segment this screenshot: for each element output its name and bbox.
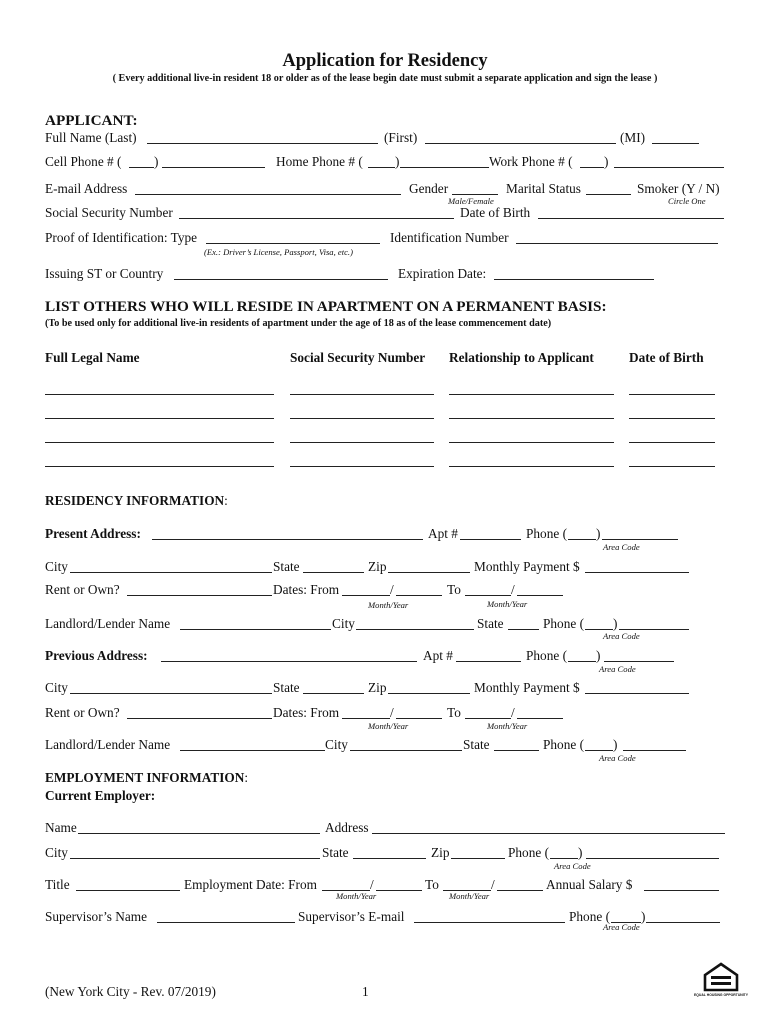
previous-landlord-state-field[interactable]	[494, 750, 539, 751]
eho-logo-text: EQUAL HOUSING OPPORTUNITY	[693, 993, 749, 997]
previous-to-label: To	[447, 705, 461, 720]
present-city-field[interactable]	[70, 572, 272, 573]
id-number-label: Identification Number	[390, 230, 509, 245]
previous-to-hint: Month/Year	[487, 721, 528, 731]
work-area-code-field[interactable]	[580, 167, 604, 168]
employment-to-year-field[interactable]	[497, 890, 543, 891]
employment-to-slash: /	[491, 877, 495, 892]
present-dates-from-label: Dates: From	[273, 582, 340, 597]
previous-from-month-field[interactable]	[342, 718, 390, 719]
page-title: Application for Residency	[282, 51, 488, 71]
present-rent-own-field[interactable]	[127, 595, 272, 596]
present-area-code-hint: Area Code	[603, 542, 640, 552]
smoker-label: Smoker (Y / N)	[637, 181, 720, 196]
present-landlord-label: Landlord/Lender Name	[45, 616, 171, 631]
previous-phone-label: Phone (	[526, 648, 567, 663]
page-number: 1	[362, 984, 369, 999]
marital-status-field[interactable]	[586, 194, 631, 195]
previous-landlord-phone-label: Phone (	[543, 737, 584, 752]
employer-address-field[interactable]	[372, 833, 725, 834]
resident-2-name-field[interactable]	[45, 418, 274, 419]
issuing-label: Issuing ST or Country	[45, 266, 164, 281]
previous-apt-label: Apt #	[423, 648, 453, 663]
resident-2-dob-field[interactable]	[629, 418, 715, 419]
full-name-last-label: Full Name (Last)	[45, 130, 137, 145]
first-name-field[interactable]	[425, 143, 616, 144]
present-landlord-close-paren: )	[613, 616, 618, 631]
resident-4-name-field[interactable]	[45, 466, 274, 467]
employer-zip-label: Zip	[431, 845, 450, 860]
last-name-field[interactable]	[147, 143, 378, 144]
present-to-hint: Month/Year	[487, 599, 528, 609]
employment-date-label: Employment Date: From	[184, 877, 317, 892]
present-zip-field[interactable]	[388, 572, 470, 573]
employer-area-code-field[interactable]	[550, 858, 578, 859]
previous-landlord-label: Landlord/Lender Name	[45, 737, 171, 752]
col-relationship: Relationship to Applicant	[449, 350, 594, 365]
previous-landlord-area-code-hint: Area Code	[599, 753, 636, 763]
previous-landlord-field[interactable]	[180, 750, 325, 751]
present-state-label: State	[273, 559, 300, 574]
home-phone-field[interactable]	[400, 167, 489, 168]
present-landlord-field[interactable]	[180, 629, 331, 630]
employer-city-label: City	[45, 845, 68, 860]
employment-from-year-field[interactable]	[376, 890, 422, 891]
resident-4-relationship-field[interactable]	[449, 466, 614, 467]
previous-to-year-field[interactable]	[517, 718, 563, 719]
present-landlord-phone-field[interactable]	[619, 629, 689, 630]
employment-heading-row	[45, 771, 248, 784]
present-rent-own-label: Rent or Own?	[45, 582, 120, 597]
supervisor-name-label: Supervisor’s Name	[45, 909, 148, 924]
employer-area-code-hint: Area Code	[554, 861, 591, 871]
previous-address-field[interactable]	[161, 661, 417, 662]
present-area-code-field[interactable]	[568, 539, 596, 540]
supervisor-phone-label: Phone (	[569, 909, 610, 924]
email-label: E-mail Address	[45, 181, 128, 196]
supervisor-close-paren: )	[641, 909, 646, 924]
resident-2-ssn-field[interactable]	[290, 418, 434, 419]
dob-field[interactable]	[538, 218, 724, 219]
present-landlord-city-field[interactable]	[356, 629, 474, 630]
previous-from-hint: Month/Year	[368, 721, 409, 731]
col-dob: Date of Birth	[629, 350, 704, 365]
cell-phone-label: Cell Phone # (	[45, 154, 122, 169]
present-from-month-field[interactable]	[342, 595, 390, 596]
previous-landlord-state-label: State	[463, 737, 490, 752]
previous-zip-field[interactable]	[388, 693, 470, 694]
resident-1-dob-field[interactable]	[629, 394, 715, 395]
others-heading: LIST OTHERS WHO WILL RESIDE IN APARTMENT ON A PERMANENT BASIS:	[45, 298, 607, 315]
title-label: Title	[45, 877, 70, 892]
resident-3-ssn-field[interactable]	[290, 442, 434, 443]
previous-area-code-field[interactable]	[568, 661, 596, 662]
previous-close-paren: )	[596, 648, 601, 663]
annual-salary-label: Annual Salary $	[546, 877, 633, 892]
employment-to-label: To	[425, 877, 439, 892]
work-phone-label: Work Phone # (	[489, 154, 573, 169]
gender-field[interactable]	[452, 194, 498, 195]
previous-phone-field[interactable]	[604, 661, 674, 662]
present-monthly-payment-field[interactable]	[585, 572, 689, 573]
previous-from-year-field[interactable]	[396, 718, 442, 719]
proof-id-label: Proof of Identification: Type	[45, 230, 198, 245]
resident-3-name-field[interactable]	[45, 442, 274, 443]
mi-field[interactable]	[652, 143, 699, 144]
expiration-field[interactable]	[494, 279, 654, 280]
gender-label: Gender	[409, 181, 449, 196]
previous-state-field[interactable]	[303, 693, 364, 694]
present-landlord-state-label: State	[477, 616, 504, 631]
employment-from-hint: Month/Year	[336, 891, 377, 901]
equal-housing-opportunity-icon	[693, 962, 749, 1002]
residency-heading-colon: :	[224, 493, 228, 508]
home-area-code-field[interactable]	[368, 167, 395, 168]
employer-state-label: State	[322, 845, 349, 860]
employment-heading: EMPLOYMENT INFORMATION	[45, 770, 245, 785]
previous-landlord-close-paren: )	[613, 737, 618, 752]
issuing-field[interactable]	[174, 279, 388, 280]
previous-apt-field[interactable]	[456, 661, 521, 662]
home-close-paren: )	[395, 154, 400, 169]
marital-status-label: Marital Status	[506, 181, 581, 196]
present-to-year-field[interactable]	[517, 595, 563, 596]
supervisor-phone-field[interactable]	[646, 922, 720, 923]
previous-monthly-payment-field[interactable]	[585, 693, 689, 694]
resident-1-ssn-field[interactable]	[290, 394, 434, 395]
present-address-field[interactable]	[152, 539, 423, 540]
present-to-slash: /	[511, 582, 515, 597]
previous-city-label: City	[45, 680, 68, 695]
col-ssn: Social Security Number	[290, 350, 426, 365]
resident-3-dob-field[interactable]	[629, 442, 715, 443]
present-landlord-area-code-field[interactable]	[585, 629, 613, 630]
employer-close-paren: )	[578, 845, 583, 860]
previous-to-slash: /	[511, 705, 515, 720]
current-employer-label: Current Employer:	[45, 788, 156, 803]
resident-3-relationship-field[interactable]	[449, 442, 614, 443]
title-field[interactable]	[76, 890, 180, 891]
present-close-paren: )	[596, 526, 601, 541]
previous-city-field[interactable]	[70, 693, 272, 694]
supervisor-email-label: Supervisor’s E-mail	[298, 909, 405, 924]
cell-close-paren: )	[154, 154, 159, 169]
resident-2-relationship-field[interactable]	[449, 418, 614, 419]
mi-label: (MI)	[620, 130, 646, 145]
present-from-slash: /	[390, 582, 394, 597]
ssn-label: Social Security Number	[45, 205, 173, 220]
present-city-label: City	[45, 559, 68, 574]
previous-from-slash: /	[390, 705, 394, 720]
previous-area-code-hint: Area Code	[599, 664, 636, 674]
present-landlord-city-label: City	[332, 616, 355, 631]
work-phone-field[interactable]	[614, 167, 724, 168]
present-from-hint: Month/Year	[368, 600, 409, 610]
previous-zip-label: Zip	[368, 680, 387, 695]
resident-1-name-field[interactable]	[45, 394, 274, 395]
previous-state-label: State	[273, 680, 300, 695]
present-phone-field[interactable]	[602, 539, 678, 540]
present-to-label: To	[447, 582, 461, 597]
residency-heading: RESIDENCY INFORMATION	[45, 493, 225, 508]
id-number-field[interactable]	[516, 243, 718, 244]
ssn-field[interactable]	[179, 218, 454, 219]
applicant-heading: APPLICANT:	[45, 112, 138, 129]
supervisor-email-field[interactable]	[414, 922, 565, 923]
revision-note: (New York City - Rev. 07/2019)	[45, 984, 216, 999]
previous-rent-own-field[interactable]	[127, 718, 272, 719]
previous-landlord-phone-field[interactable]	[623, 750, 686, 751]
previous-rent-own-label: Rent or Own?	[45, 705, 120, 720]
employment-heading-colon: :	[244, 770, 249, 785]
employer-phone-label: Phone (	[508, 845, 549, 860]
supervisor-name-field[interactable]	[157, 922, 295, 923]
present-address-label: Present Address:	[45, 526, 141, 541]
present-zip-label: Zip	[368, 559, 387, 574]
present-to-month-field[interactable]	[465, 595, 511, 596]
previous-dates-from-label: Dates: From	[273, 705, 340, 720]
employer-name-field[interactable]	[78, 833, 320, 834]
employment-to-hint: Month/Year	[449, 891, 490, 901]
employer-address-label: Address	[325, 820, 369, 835]
proof-id-hint: (Ex.: Driver’s License, Passport, Visa, etc.)	[204, 247, 353, 257]
present-landlord-phone-label: Phone (	[543, 616, 584, 631]
home-phone-label: Home Phone # (	[276, 154, 363, 169]
resident-1-relationship-field[interactable]	[449, 394, 614, 395]
present-from-year-field[interactable]	[396, 595, 442, 596]
employer-phone-field[interactable]	[586, 858, 719, 859]
employer-name-label: Name	[45, 820, 77, 835]
present-state-field[interactable]	[303, 572, 364, 573]
present-apt-field[interactable]	[460, 539, 521, 540]
supervisor-area-code-hint: Area Code	[603, 922, 640, 932]
gender-hint: Male/Female	[448, 196, 494, 206]
present-landlord-state-field[interactable]	[508, 629, 539, 630]
previous-to-month-field[interactable]	[465, 718, 511, 719]
previous-landlord-city-label: City	[325, 737, 348, 752]
present-landlord-area-code-hint: Area Code	[603, 631, 640, 641]
employer-zip-field[interactable]	[451, 858, 505, 859]
previous-address-label: Previous Address:	[45, 648, 148, 663]
present-phone-label: Phone (	[526, 526, 567, 541]
smoker-hint: Circle One	[668, 196, 706, 206]
previous-monthly-payment-label: Monthly Payment $	[474, 680, 580, 695]
previous-landlord-area-code-field[interactable]	[585, 750, 613, 751]
employer-city-field[interactable]	[70, 858, 320, 859]
col-full-legal-name: Full Legal Name	[45, 350, 140, 365]
previous-landlord-city-field[interactable]	[350, 750, 462, 751]
present-monthly-payment-label: Monthly Payment $	[474, 559, 580, 574]
cell-area-code-field[interactable]	[129, 167, 154, 168]
employer-state-field[interactable]	[353, 858, 426, 859]
resident-4-dob-field[interactable]	[629, 466, 715, 467]
expiration-label: Expiration Date:	[398, 266, 487, 281]
proof-id-type-field[interactable]	[206, 243, 380, 244]
page-subtitle: ( Every additional live-in resident 18 or older as of the lease begin date must submit a separate application and sign the lease )	[112, 73, 658, 84]
residency-heading-row	[45, 494, 228, 507]
dob-label: Date of Birth	[460, 205, 531, 220]
work-close-paren: )	[604, 154, 609, 169]
resident-4-ssn-field[interactable]	[290, 466, 434, 467]
first-name-label: (First)	[384, 130, 418, 145]
annual-salary-field[interactable]	[644, 890, 719, 891]
present-apt-label: Apt #	[428, 526, 458, 541]
email-field[interactable]	[135, 194, 401, 195]
others-subheading: (To be used only for additional live-in residents of apartment under the age of 18 as of the lease commencement date)	[45, 318, 552, 329]
cell-phone-field[interactable]	[162, 167, 265, 168]
employment-from-slash: /	[370, 877, 374, 892]
